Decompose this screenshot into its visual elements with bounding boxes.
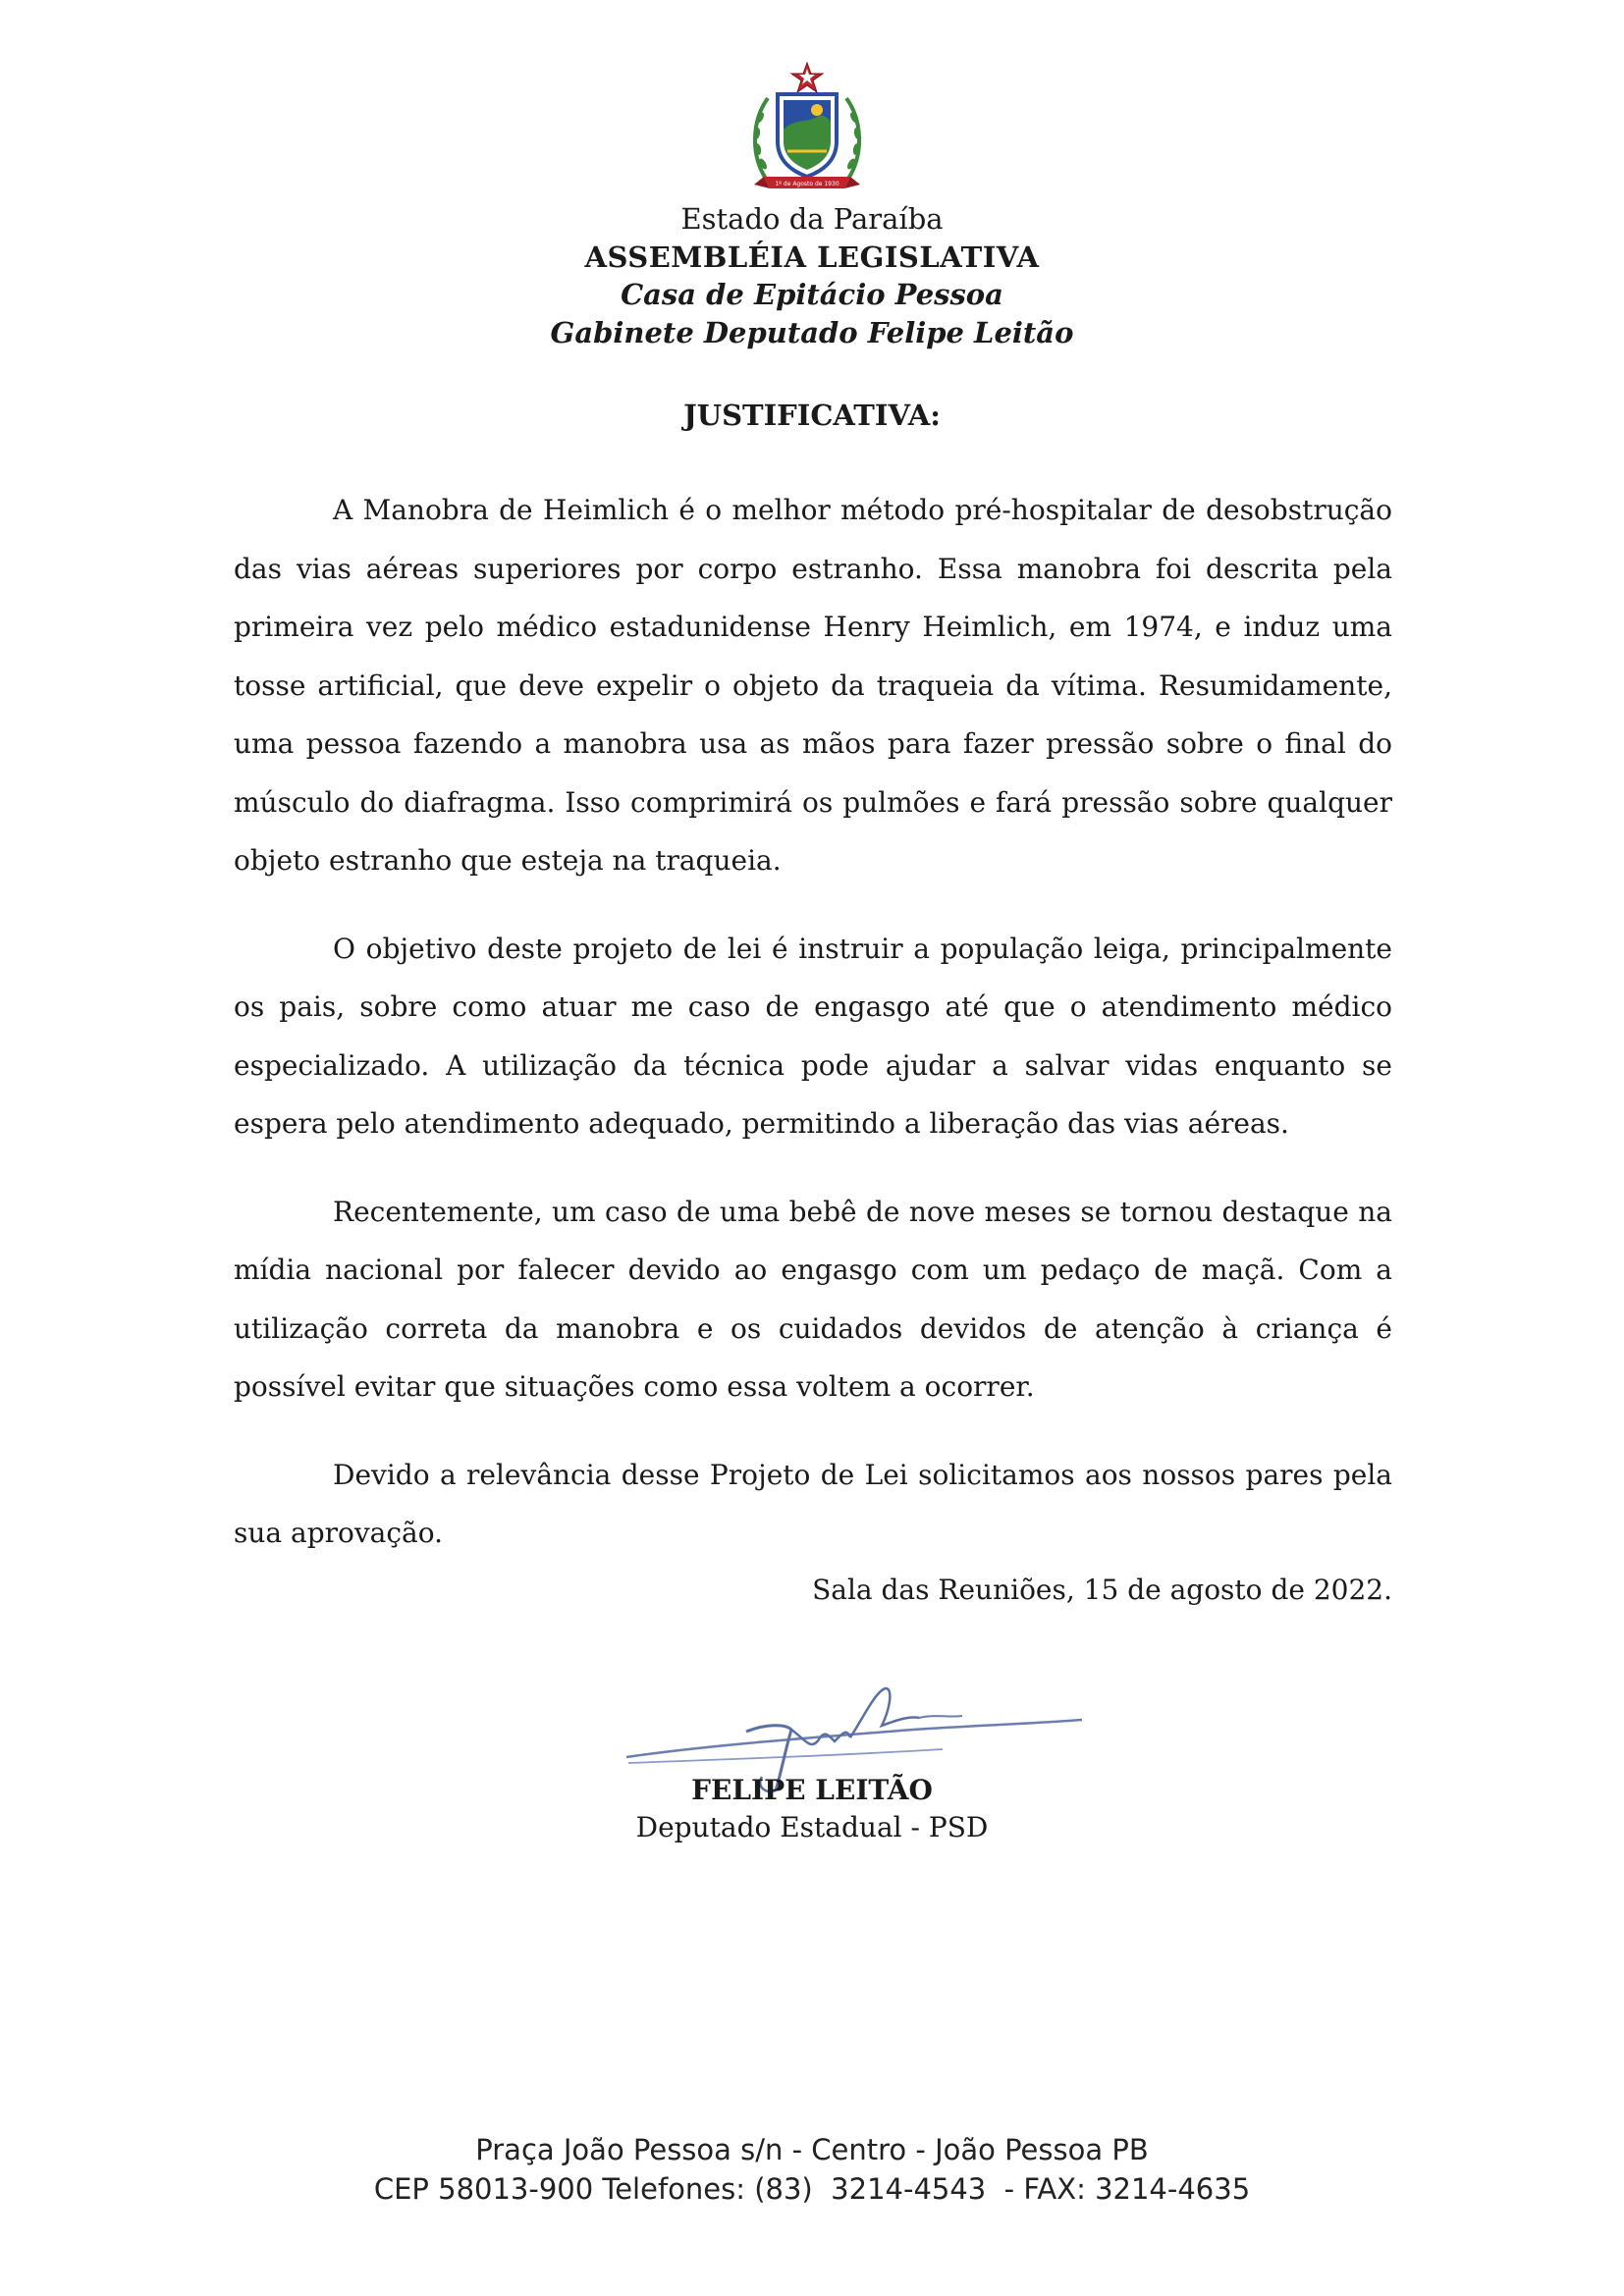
coat-of-arms-logo <box>746 61 868 194</box>
document-body <box>234 481 1392 1563</box>
paragraph: O objetivo deste projeto de lei é instruir a população leiga, principalmente os pais, sobre como atuar me caso de engasgo até que o atendimento médico especializado. A utilização da técnica pode ajudar a salvar vidas enquanto se espera pelo atendimento adequado, permitindo a liberação das vias aéreas. <box>234 932 1392 1140</box>
crest-motto: 1º de Agosto de 1930 <box>775 181 839 187</box>
page-footer <box>0 2130 1624 2209</box>
state-name: Estado da Paraíba <box>680 202 944 236</box>
signer-role: Deputado Estadual - PSD <box>635 1811 989 1843</box>
house-name: Casa de Epitácio Pessoa <box>621 278 1003 311</box>
paragraph: Recentemente, um caso de uma bebê de nove meses se tornou destaque na mídia nacional por falecer devido ao engasgo com um pedaço de maçã. Com a utilização correta da manobra e os cuidados devidos de atenção à criança é possível evitar que situações como essa voltem a ocorrer. <box>234 1195 1392 1403</box>
letterhead <box>0 200 1624 351</box>
footer-address: Praça João Pessoa s/n - Centro - João Pessoa PB <box>475 2133 1149 2166</box>
signer-name: FELIPE LEITÃO <box>691 1774 933 1806</box>
assembly-name: ASSEMBLÉIA LEGISLATIVA <box>584 240 1040 274</box>
footer-contact: CEP 58013-900 Telefones: (83) 3214-4543 - FAX: 3214-4635 <box>373 2172 1251 2206</box>
date-line: Sala das Reuniões, 15 de agosto de 2022. <box>812 1574 1392 1606</box>
document-heading: JUSTIFICATIVA: <box>683 399 941 432</box>
paragraph: Devido a relevância desse Projeto de Lei solicitamos aos nossos pares pela sua aprovação. <box>234 1458 1392 1549</box>
signature-block <box>0 1772 1624 1846</box>
office-name: Gabinete Deputado Felipe Leitão <box>550 315 1074 349</box>
paragraph: A Manobra de Heimlich é o melhor método pré-hospitalar de desobstrução das vias aéreas superiores por corpo estranho. Essa manobra foi descrita pela primeira vez pelo médico estadunidense Henry Heimlich, em 1974, e induz uma tosse artificial, que deve expelir o objeto da traqueia da vítima. Resumidamente, uma pessoa fazendo a manobra usa as mãos para fazer pressão sobre o final do músculo do diafragma. Isso comprimirá os pulmões e fará pressão sobre qualquer objeto estranho que esteja na traqueia. <box>234 494 1392 877</box>
